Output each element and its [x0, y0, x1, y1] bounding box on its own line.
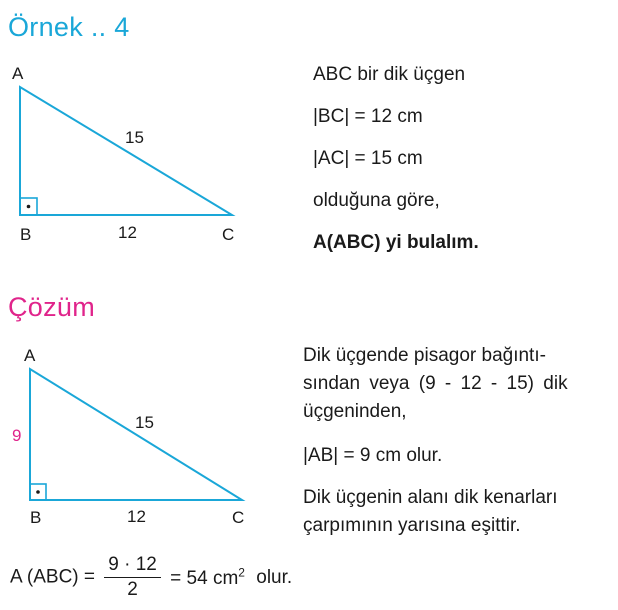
- formula-exponent: 2: [238, 565, 245, 580]
- vertex-b-label-2: B: [30, 508, 42, 527]
- vertex-c-label: C: [222, 225, 235, 244]
- formula-denominator: 2: [127, 579, 138, 600]
- solution-triangle: [30, 369, 242, 500]
- given-line-2: |BC| = 12 cm: [313, 106, 423, 127]
- formula-fraction: [104, 553, 161, 602]
- hypotenuse-label-2: 15: [135, 413, 154, 432]
- area-formula: [10, 553, 292, 602]
- formula-result-text: = 54 cm: [170, 567, 239, 589]
- right-angle-dot-2: [36, 490, 40, 494]
- vertex-c-label-2: C: [232, 508, 245, 527]
- solution-heading: Çözüm: [8, 292, 96, 322]
- solution-line-1: Dik üçgende pisagor bağıntı-: [303, 345, 546, 366]
- formula-result: [170, 565, 245, 589]
- ab-result-line: |AB| = 9 cm olur.: [303, 445, 443, 466]
- formula-lhs: A (ABC) =: [10, 566, 95, 588]
- base-label: 12: [118, 223, 137, 242]
- side-ab-label: 9: [12, 426, 22, 445]
- solution-line-4: Dik üçgenin alanı dik kenarları: [303, 487, 558, 508]
- solution-line-5: çarpımının yarısına eşittir.: [303, 515, 521, 536]
- solution-line-2: sından veya (9 - 12 - 15) dik: [303, 373, 568, 394]
- given-line-1: ABC bir dik üçgen: [313, 64, 466, 85]
- vertex-a-label: A: [12, 64, 24, 83]
- given-line-4: olduğuna göre,: [313, 190, 440, 211]
- vertex-a-label-2: A: [24, 346, 36, 365]
- given-line-3: |AC| = 15 cm: [313, 148, 423, 169]
- question-text: A(ABC) yi bulalım.: [313, 232, 479, 253]
- example-triangle-shape: [20, 87, 232, 215]
- base-label-2: 12: [127, 507, 146, 526]
- formula-numerator: 9 · 12: [104, 553, 161, 578]
- solution-line-3: üçgeninden,: [303, 401, 407, 422]
- vertex-b-label: B: [20, 225, 32, 244]
- hypotenuse-label: 15: [125, 128, 144, 147]
- right-angle-dot: [27, 205, 31, 209]
- solution-triangle-shape: [30, 369, 242, 500]
- example-heading: Örnek .. 4: [8, 12, 130, 42]
- formula-tail: olur.: [256, 566, 293, 588]
- example-triangle: [20, 87, 232, 215]
